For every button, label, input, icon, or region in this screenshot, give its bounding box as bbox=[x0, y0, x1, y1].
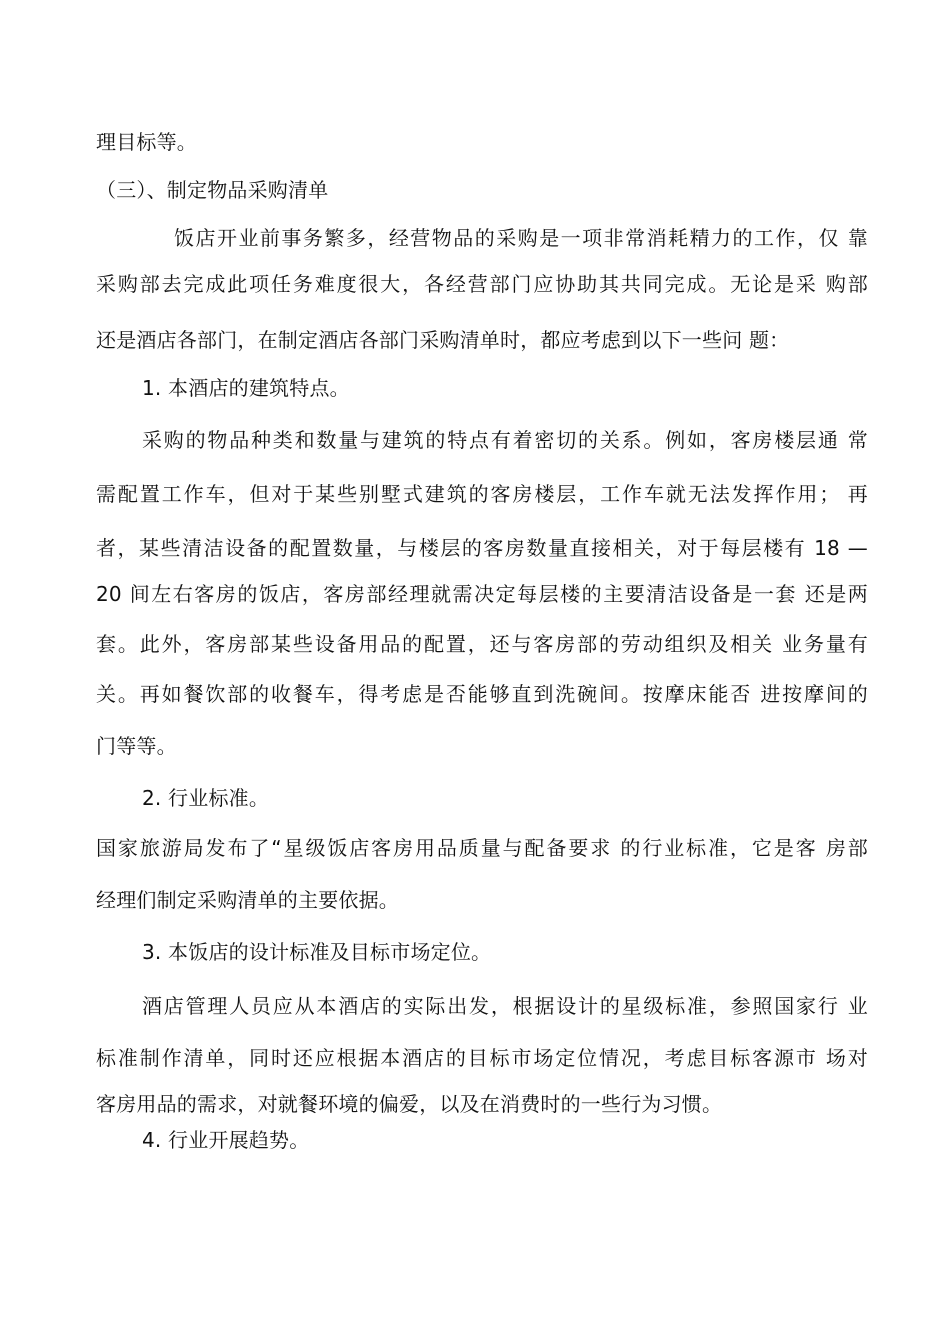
paragraph-4-line-3: 客房用品的需求，对就餐环境的偏爱，以及在消费时的一些行为习惯。 bbox=[96, 1092, 723, 1116]
item-1-heading: 1. 本酒店的建筑特点。 bbox=[142, 376, 350, 400]
paragraph-4-line-1: 酒店管理人员应从本酒店的实际出发，根据设计的星级标准，参照国家行 业 bbox=[142, 994, 868, 1018]
paragraph-2-line-3: 者，某些清洁设备的配置数量，与楼层的客房数量直接相关，对于每层楼有 18 — bbox=[96, 536, 868, 560]
paragraph-2-line-7: 门等等。 bbox=[96, 734, 177, 758]
paragraph-3-line-2: 经理们制定采购清单的主要依据。 bbox=[96, 888, 399, 912]
paragraph-3-line-1: 国家旅游局发布了“星级饭店客房用品质量与配备要求 的行业标准，它是客 房部 bbox=[96, 836, 868, 860]
item-3-heading: 3. 本饭店的设计标准及目标市场定位。 bbox=[142, 940, 492, 964]
paragraph-2-line-2: 需配置工作车，但对于某些别墅式建筑的客房楼层，工作车就无法发挥作用； 再 bbox=[96, 482, 868, 506]
paragraph-1-line-3: 还是酒店各部门，在制定酒店各部门采购清单时，都应考虑到以下一些问 题： bbox=[96, 328, 790, 352]
item-4-heading: 4. 行业开展趋势。 bbox=[142, 1128, 310, 1152]
text-line-1: 理目标等。 bbox=[96, 130, 197, 154]
item-2-heading: 2. 行业标准。 bbox=[142, 786, 270, 810]
paragraph-1-line-2: 采购部去完成此项任务难度很大，各经营部门应协助其共同完成。无论是采 购部 bbox=[96, 272, 868, 296]
paragraph-2-line-4: 20 间左右客房的饭店，客房部经理就需决定每层楼的主要清洁设备是一套 还是两 bbox=[96, 582, 868, 606]
paragraph-2-line-1: 采购的物品种类和数量与建筑的特点有着密切的关系。例如，客房楼层通 常 bbox=[142, 428, 868, 452]
section-heading: （三）、制定物品采购清单 bbox=[96, 178, 329, 202]
paragraph-2-line-6: 关。再如餐饮部的收餐车，得考虑是否能够直到洗碗间。按摩床能否 进按摩间的 bbox=[96, 682, 868, 706]
paragraph-4-line-2: 标准制作清单，同时还应根据本酒店的目标市场定位情况，考虑目标客源市 场对 bbox=[96, 1046, 868, 1070]
paragraph-1-line-1: 饭店开业前事务繁多，经营物品的采购是一项非常消耗精力的工作，仅 靠 bbox=[174, 226, 868, 250]
paragraph-2-line-5: 套。此外，客房部某些设备用品的配置，还与客房部的劳动组织及相关 业务量有 bbox=[96, 632, 868, 656]
